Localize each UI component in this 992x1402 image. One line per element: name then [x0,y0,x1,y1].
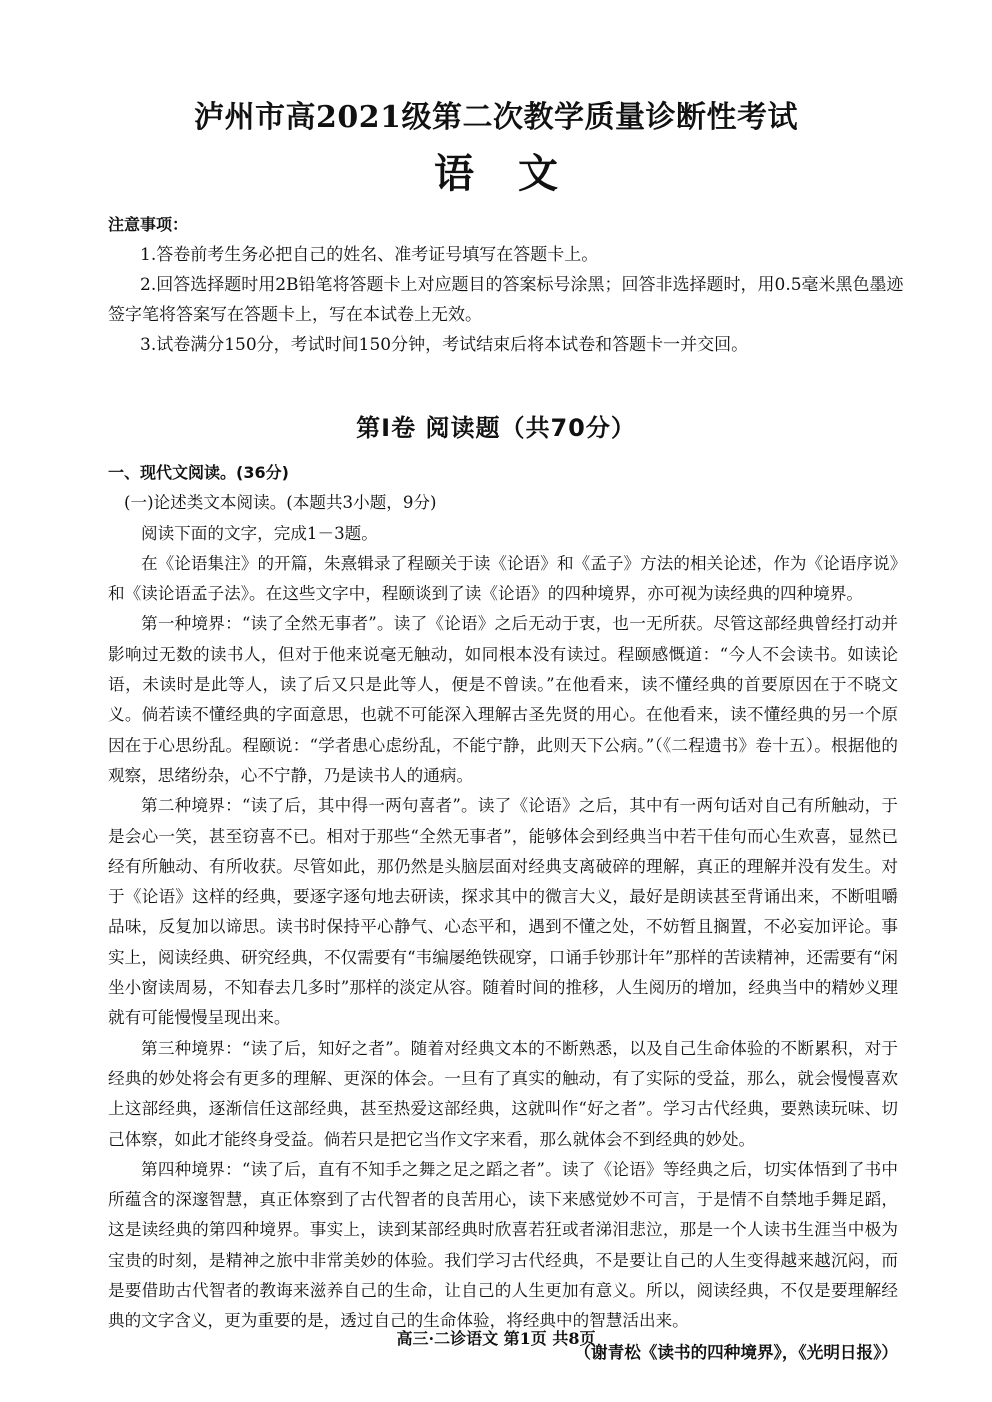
paragraph: 第一种境界：“读了全然无事者”。读了《论语》之后无动于衷，也一无所获。尽管这部经典曾经打动并影响过无数的读书人，但对于他来说毫无触动，如同根本没有读过。程颐感慨道：“今人不会读书。如读论语，未读时是此等人，读了后又只是此等人，便是不曾读。”在他看来，读不懂经典的首要原因在于不晓文义。倘若读不懂经典的字面意思，也就不可能深入理解古圣先贤的用心。在他看来，读不懂经典的另一个原因在于心思纷乱。程颐说：“学者患心虑纷乱，不能宁静，此则天下公病。”（《二程遗书》卷十五）。根据他的观察，思绪纷杂，心不宁静，乃是读书人的通病。 [108,614,898,785]
section-heading: 一、现代文阅读。(36分) [108,463,289,482]
page-footer: 高三·二诊语文 第1页 共8页 [396,1329,596,1348]
notice-item: 3.试卷满分150分，考试时间150分钟，考试结束后将本试卷和答题卡一并交回。 [140,335,749,355]
reading-section [108,458,898,1367]
notice-block [108,210,908,360]
part-title: 第Ⅰ卷 阅读题（共70分） [356,414,636,442]
paragraph: 第二种境界：“读了后，其中得一两句喜者”。读了《论语》之后，其中有一两句话对自己有所触动，于是会心一笑，甚至窃喜不已。相对于那些“全然无事者”，能够体会到经典当中若干佳句而心生欢喜，显然已经有所触动、有所收获。尽管如此，那仍然是头脑层面对经典支离破碎的理解，真正的理解并没有发生。对于《论语》这样的经典，要逐字逐句地去研读，探求其中的微言大义，最好是朗读甚至背诵出来，不断咀嚼品味，反复加以谛思。读书时保持平心静气、心态平和，遇到不懂之处，不妨暂且搁置，不必妄加评论。事实上，阅读经典、研究经典，不仅需要有“韦编屡绝铁砚穿，口诵手钞那计年”那样的苦读精神，还需要有“闲坐小窗读周易，不知春去几多时”那样的淡定从容。随着时间的推移，人生阅历的增加，经典当中的精妙义理就有可能慢慢呈现出来。 [108,796,898,1028]
notice-item: 2.回答选择题时用2B铅笔将答题卡上对应题目的答案标号涂黑；回答非选择题时，用0.5毫米黑色墨迹签字笔将答案写在答题卡上，写在本试卷上无效。 [108,275,904,325]
notice-item: 1.答卷前考生务必把自己的姓名、准考证号填写在答题卡上。 [140,245,599,265]
paragraph: 在《论语集注》的开篇，朱熹辑录了程颐关于读《论语》和《孟子》方法的相关论述，作为《论语序说》和《读论语孟子法》。在这些文字中，程颐谈到了读《论语》的四种境界，亦可视为读经典的四种境界。 [108,553,898,604]
source-citation: （谢青松《读书的四种境界》，《光明日报》） [574,1341,898,1362]
paragraph: 第四种境界：“读了后，直有不知手之舞之足之蹈之者”。读了《论语》等经典之后，切实体悟到了书中所蕴含的深邃智慧，真正体察到了古代智者的良苦用心，读下来感觉妙不可言，于是情不自禁地手舞足蹈，这是读经典的第四种境界。事实上，读到某部经典时欣喜若狂或者涕泪悲泣，那是一个人读书生涯当中极为宝贵的时刻，是精神之旅中非常美妙的体验。我们学习古代经典，不是要让自己的人生变得越来越沉闷，而是要借助古代智者的教诲来滋养自己的生命，让自己的人生更加有意义。所以，阅读经典，不仅是要理解经典的文字含义，更为重要的是，透过自己的生命体验，将经典中的智慧活出来。 [108,1159,898,1331]
sub-heading: (一)论述类文本阅读。(本题共3小题，9分) [124,493,437,513]
instruction: 阅读下面的文字，完成1－3题。 [141,523,378,543]
notice-heading: 注意事项： [108,215,189,234]
subject-title: 语文 [434,150,602,197]
paragraph: 第三种境界：“读了后，知好之者”。随着对经典文本的不断熟悉，以及自己生命体验的不断累积，对于经典的妙处将会有更多的理解、更深的体会。一旦有了真实的触动，有了实际的受益，那么，就会慢慢喜欢上这部经典，逐渐信任这部经典，甚至热爱这部经典，这就叫作“好之者”。学习古代经典，要熟读玩味、切己体察，如此才能终身受益。倘若只是把它当作文字来看，那么就体会不到经典的妙处。 [108,1038,898,1149]
exam-title: 泸州市高2021级第二次教学质量诊断性考试 [194,100,798,135]
